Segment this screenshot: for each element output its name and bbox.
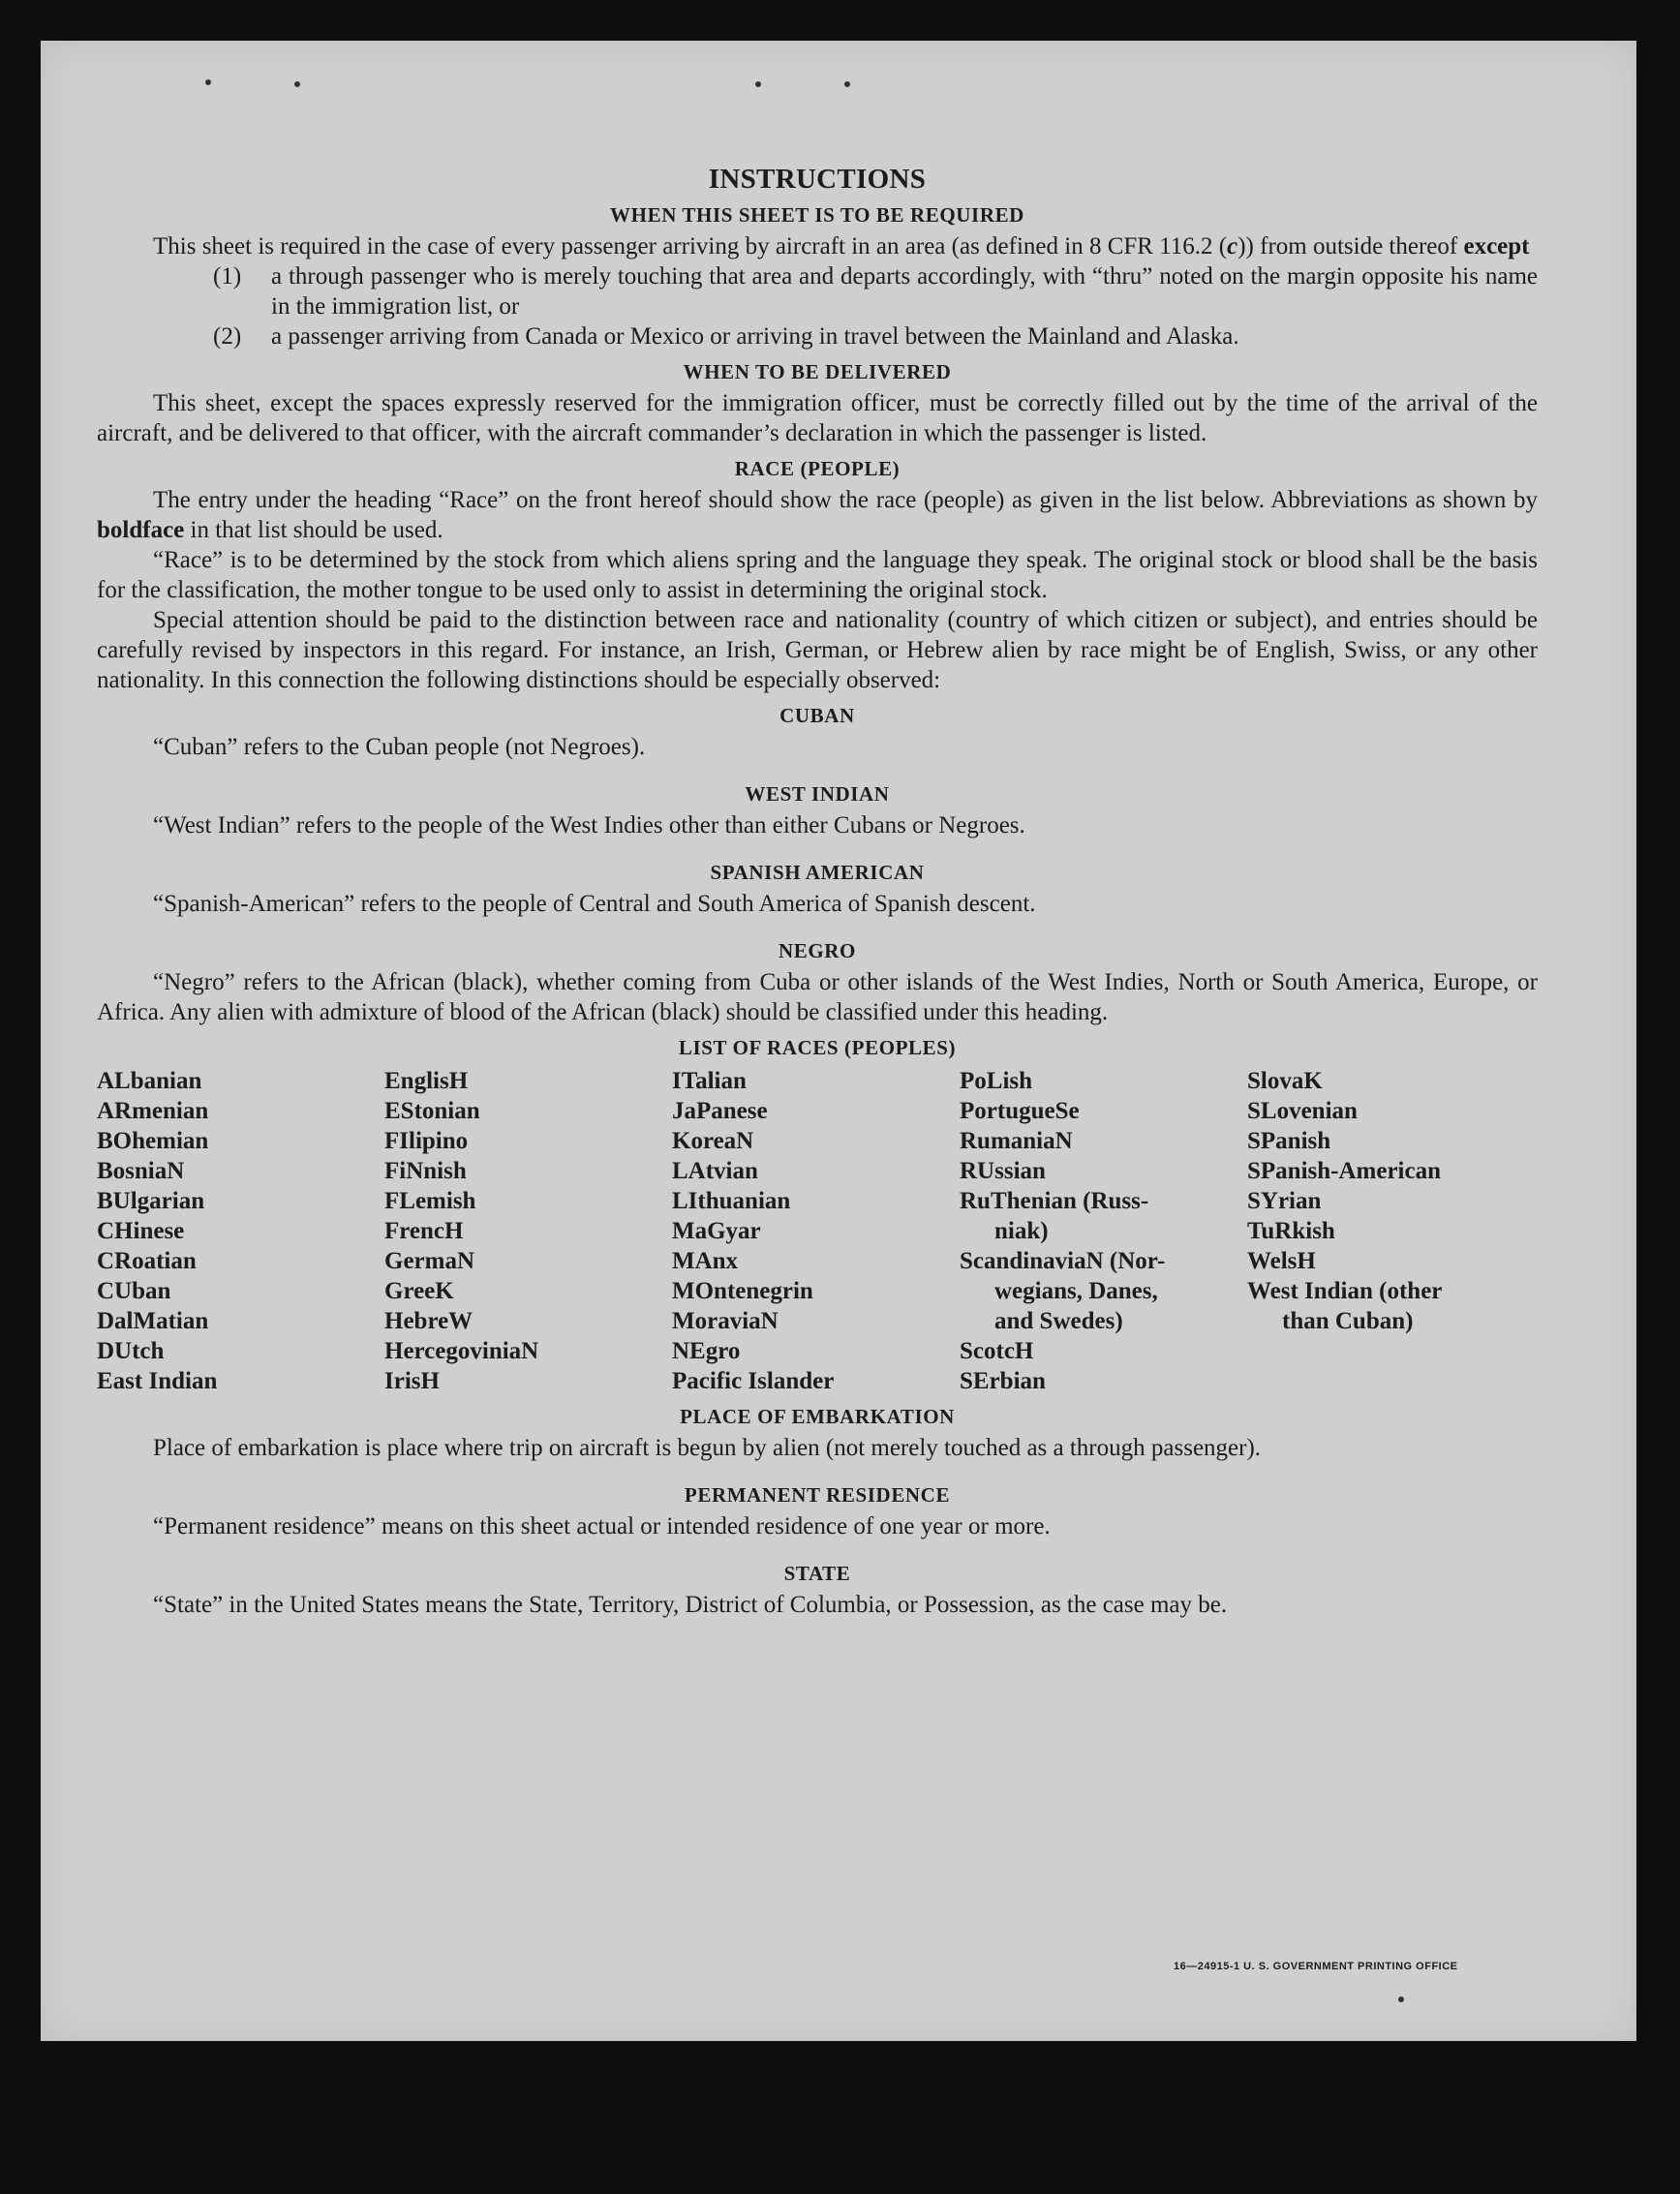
race-list-column-4 [960, 1066, 1247, 1396]
exception-item [213, 321, 1538, 351]
race-entry: MaGyar [672, 1218, 761, 1244]
race-entry: KoreaN [672, 1128, 754, 1154]
race-entry: ScotcH [960, 1338, 1034, 1364]
race-entry: RUssian [960, 1158, 1046, 1184]
race-entry: FLemish [384, 1188, 476, 1214]
race-paragraph-3: Special attention should be paid to the distinction between race and nationality (country of which citizen or subject), and entries should be carefully revised by inspectors in this regard. For instance, an Irish, German, or Hebrew alien by race might be of English, Swiss, or any other nationality. In this connection the following distinctions should be especially observed: [97, 607, 1538, 693]
section-heading-west-indian: WEST INDIAN [745, 782, 890, 806]
race-entry: SPanish-American [1247, 1158, 1441, 1184]
section-heading-cuban: CUBAN [779, 704, 855, 727]
race-entry: RumaniaN [960, 1128, 1073, 1154]
race-entry: ITalian [672, 1068, 747, 1094]
race-entry: Pacific Islander [672, 1368, 835, 1394]
section-heading-spanish-american: SPANISH AMERICAN [710, 861, 925, 884]
section-heading-residence: PERMANENT RESIDENCE [684, 1483, 951, 1507]
race-entry: LAtvian [672, 1158, 758, 1184]
race-entry: ScandinaviaN (Nor- [960, 1248, 1166, 1274]
exception-item [213, 261, 1538, 321]
race-list-column-5 [1247, 1066, 1538, 1396]
race-entry: SlovaK [1247, 1068, 1323, 1094]
race-list [97, 1066, 1538, 1396]
punch-hole-mark [205, 79, 211, 85]
race-entry: FrencH [384, 1218, 464, 1244]
required-intro-subsection: c [1227, 233, 1238, 259]
race-entry-continued: than Cuban) [1282, 1308, 1414, 1334]
race-entry: ARmenian [97, 1098, 209, 1124]
race-entry: SErbian [960, 1368, 1046, 1394]
race-paragraph-1 [97, 485, 1538, 545]
exception-text: a through passenger who is merely touching that area and departs accordingly, with “thru” noted on the margin opposite his name in the immigration list, or [271, 263, 1538, 320]
delivered-paragraph: This sheet, except the spaces expressly reserved for the immigration officer, must be correctly filled out by the time of the arrival of the aircraft, and be delivered to that officer, with the aircraft commander’s declaration in which the passenger is listed. [97, 390, 1538, 446]
cuban-paragraph: “Cuban” refers to the Cuban people (not Negroes). [153, 734, 646, 760]
race-entry: BosniaN [97, 1158, 185, 1184]
race-entry: RuThenian (Russ- [960, 1188, 1149, 1214]
race-entry: WelsH [1247, 1248, 1316, 1274]
required-intro-text: This sheet is required in the case of every passenger arriving by aircraft in an area (as defined in 8 CFR 116.2 ( [153, 233, 1228, 259]
race-entry: CHinese [97, 1218, 185, 1244]
residence-paragraph: “Permanent residence” means on this sheet actual or intended residence of one year or more. [153, 1513, 1051, 1539]
punch-hole-mark [755, 81, 761, 87]
section-heading-race-list: LIST OF RACES (PEOPLES) [678, 1036, 957, 1059]
race-entry: BUlgarian [97, 1188, 205, 1214]
race-entry: FiNnish [384, 1158, 467, 1184]
west-indian-paragraph: “West Indian” refers to the people of the West Indies other than either Cubans or Negroes. [153, 812, 1025, 838]
section-heading-delivered: WHEN TO BE DELIVERED [683, 360, 952, 383]
race-entry: DalMatian [97, 1308, 209, 1334]
race-entry-continued: and Swedes) [994, 1308, 1123, 1334]
race-entry: SYrian [1247, 1188, 1322, 1214]
race-entry: East Indian [97, 1368, 218, 1394]
race-entry: TuRkish [1247, 1218, 1335, 1244]
race-list-column-3 [672, 1066, 960, 1396]
punch-hole-mark [294, 81, 300, 87]
race-entry: PortugueSe [960, 1098, 1080, 1124]
negro-paragraph: “Negro” refers to the African (black), whether coming from Cuba or other islands of the West Indies, North or South America, Europe, or Africa. Any alien with admixture of blood of the African (black) should be classified under this heading. [97, 969, 1538, 1025]
race-entry: West Indian (other [1247, 1278, 1443, 1304]
race-list-column-2 [384, 1066, 672, 1396]
race-entry: EnglisH [384, 1068, 469, 1094]
state-paragraph: “State” in the United States means the State, Territory, District of Columbia, or Possession, as the case may be. [153, 1592, 1228, 1618]
race-entry-continued: niak) [994, 1218, 1049, 1244]
race-entry: IrisH [384, 1368, 440, 1394]
race-paragraph-2: “Race” is to be determined by the stock from which aliens spring and the language they speak. The original stock or blood shall be the basis for the classification, the mother tongue to be used only to assist in determining the original stock. [97, 547, 1538, 603]
race-entry: EStonian [384, 1098, 480, 1124]
embarkation-paragraph: Place of embarkation is place where trip on aircraft is begun by alien (not merely touched as a through passenger). [153, 1435, 1262, 1461]
exception-number: (2) [213, 323, 242, 350]
race-entry: FIlipino [384, 1128, 469, 1154]
race-entry: NEgro [672, 1338, 741, 1364]
document-page [41, 41, 1636, 2041]
race-entry: HercegoviniaN [384, 1338, 539, 1364]
spanish-american-paragraph: “Spanish-American” refers to the people of Central and South America of Spanish descent. [153, 891, 1036, 917]
required-intro-text-2: )) from outside thereof [1237, 233, 1464, 259]
section-heading-state: STATE [783, 1562, 851, 1585]
race-paragraph-1-text: The entry under the heading “Race” on the front hereof should show the race (people) as given in the list below. Abbreviations as shown by [153, 487, 1538, 513]
race-entry: HebreW [384, 1308, 473, 1334]
required-intro [97, 231, 1538, 261]
section-heading-required: WHEN THIS SHEET IS TO BE REQUIRED [610, 203, 1024, 227]
race-entry: CRoatian [97, 1248, 197, 1274]
race-entry: MOntenegrin [672, 1278, 813, 1304]
section-heading-embarkation: PLACE OF EMBARKATION [680, 1405, 955, 1428]
printing-office-footer: 16—24915-1 U. S. GOVERNMENT PRINTING OFFICE [1174, 1961, 1458, 1972]
exception-number: (1) [213, 263, 242, 289]
race-entry: SPanish [1247, 1128, 1331, 1154]
race-entry: JaPanese [672, 1098, 768, 1124]
race-list-column-1 [97, 1066, 384, 1396]
race-entry-continued: wegians, Danes, [994, 1278, 1158, 1304]
race-entry: LIthuanian [672, 1188, 791, 1214]
required-intro-except: except [1463, 233, 1530, 259]
instructions-body [97, 165, 1538, 1620]
race-entry: MAnx [672, 1248, 739, 1274]
race-entry: GreeK [384, 1278, 454, 1304]
race-entry: PoLish [960, 1068, 1033, 1094]
page-title: INSTRUCTIONS [708, 164, 927, 195]
race-paragraph-1-end: in that list should be used. [184, 517, 443, 543]
race-entry: SLovenian [1247, 1098, 1358, 1124]
punch-hole-mark [844, 81, 850, 87]
race-entry: MoraviaN [672, 1308, 779, 1334]
race-paragraph-1-bold: boldface [97, 517, 185, 543]
race-entry: DUtch [97, 1338, 165, 1364]
race-entry: CUban [97, 1278, 171, 1304]
section-heading-negro: NEGRO [778, 939, 856, 962]
exception-text: a passenger arriving from Canada or Mexico or arriving in travel between the Mainland and Alaska. [271, 323, 1239, 350]
race-entry: GermaN [384, 1248, 475, 1274]
section-heading-race: RACE (PEOPLE) [734, 457, 901, 480]
punch-hole-mark [1398, 1996, 1404, 2002]
race-entry: ALbanian [97, 1068, 202, 1094]
race-entry: BOhemian [97, 1128, 209, 1154]
